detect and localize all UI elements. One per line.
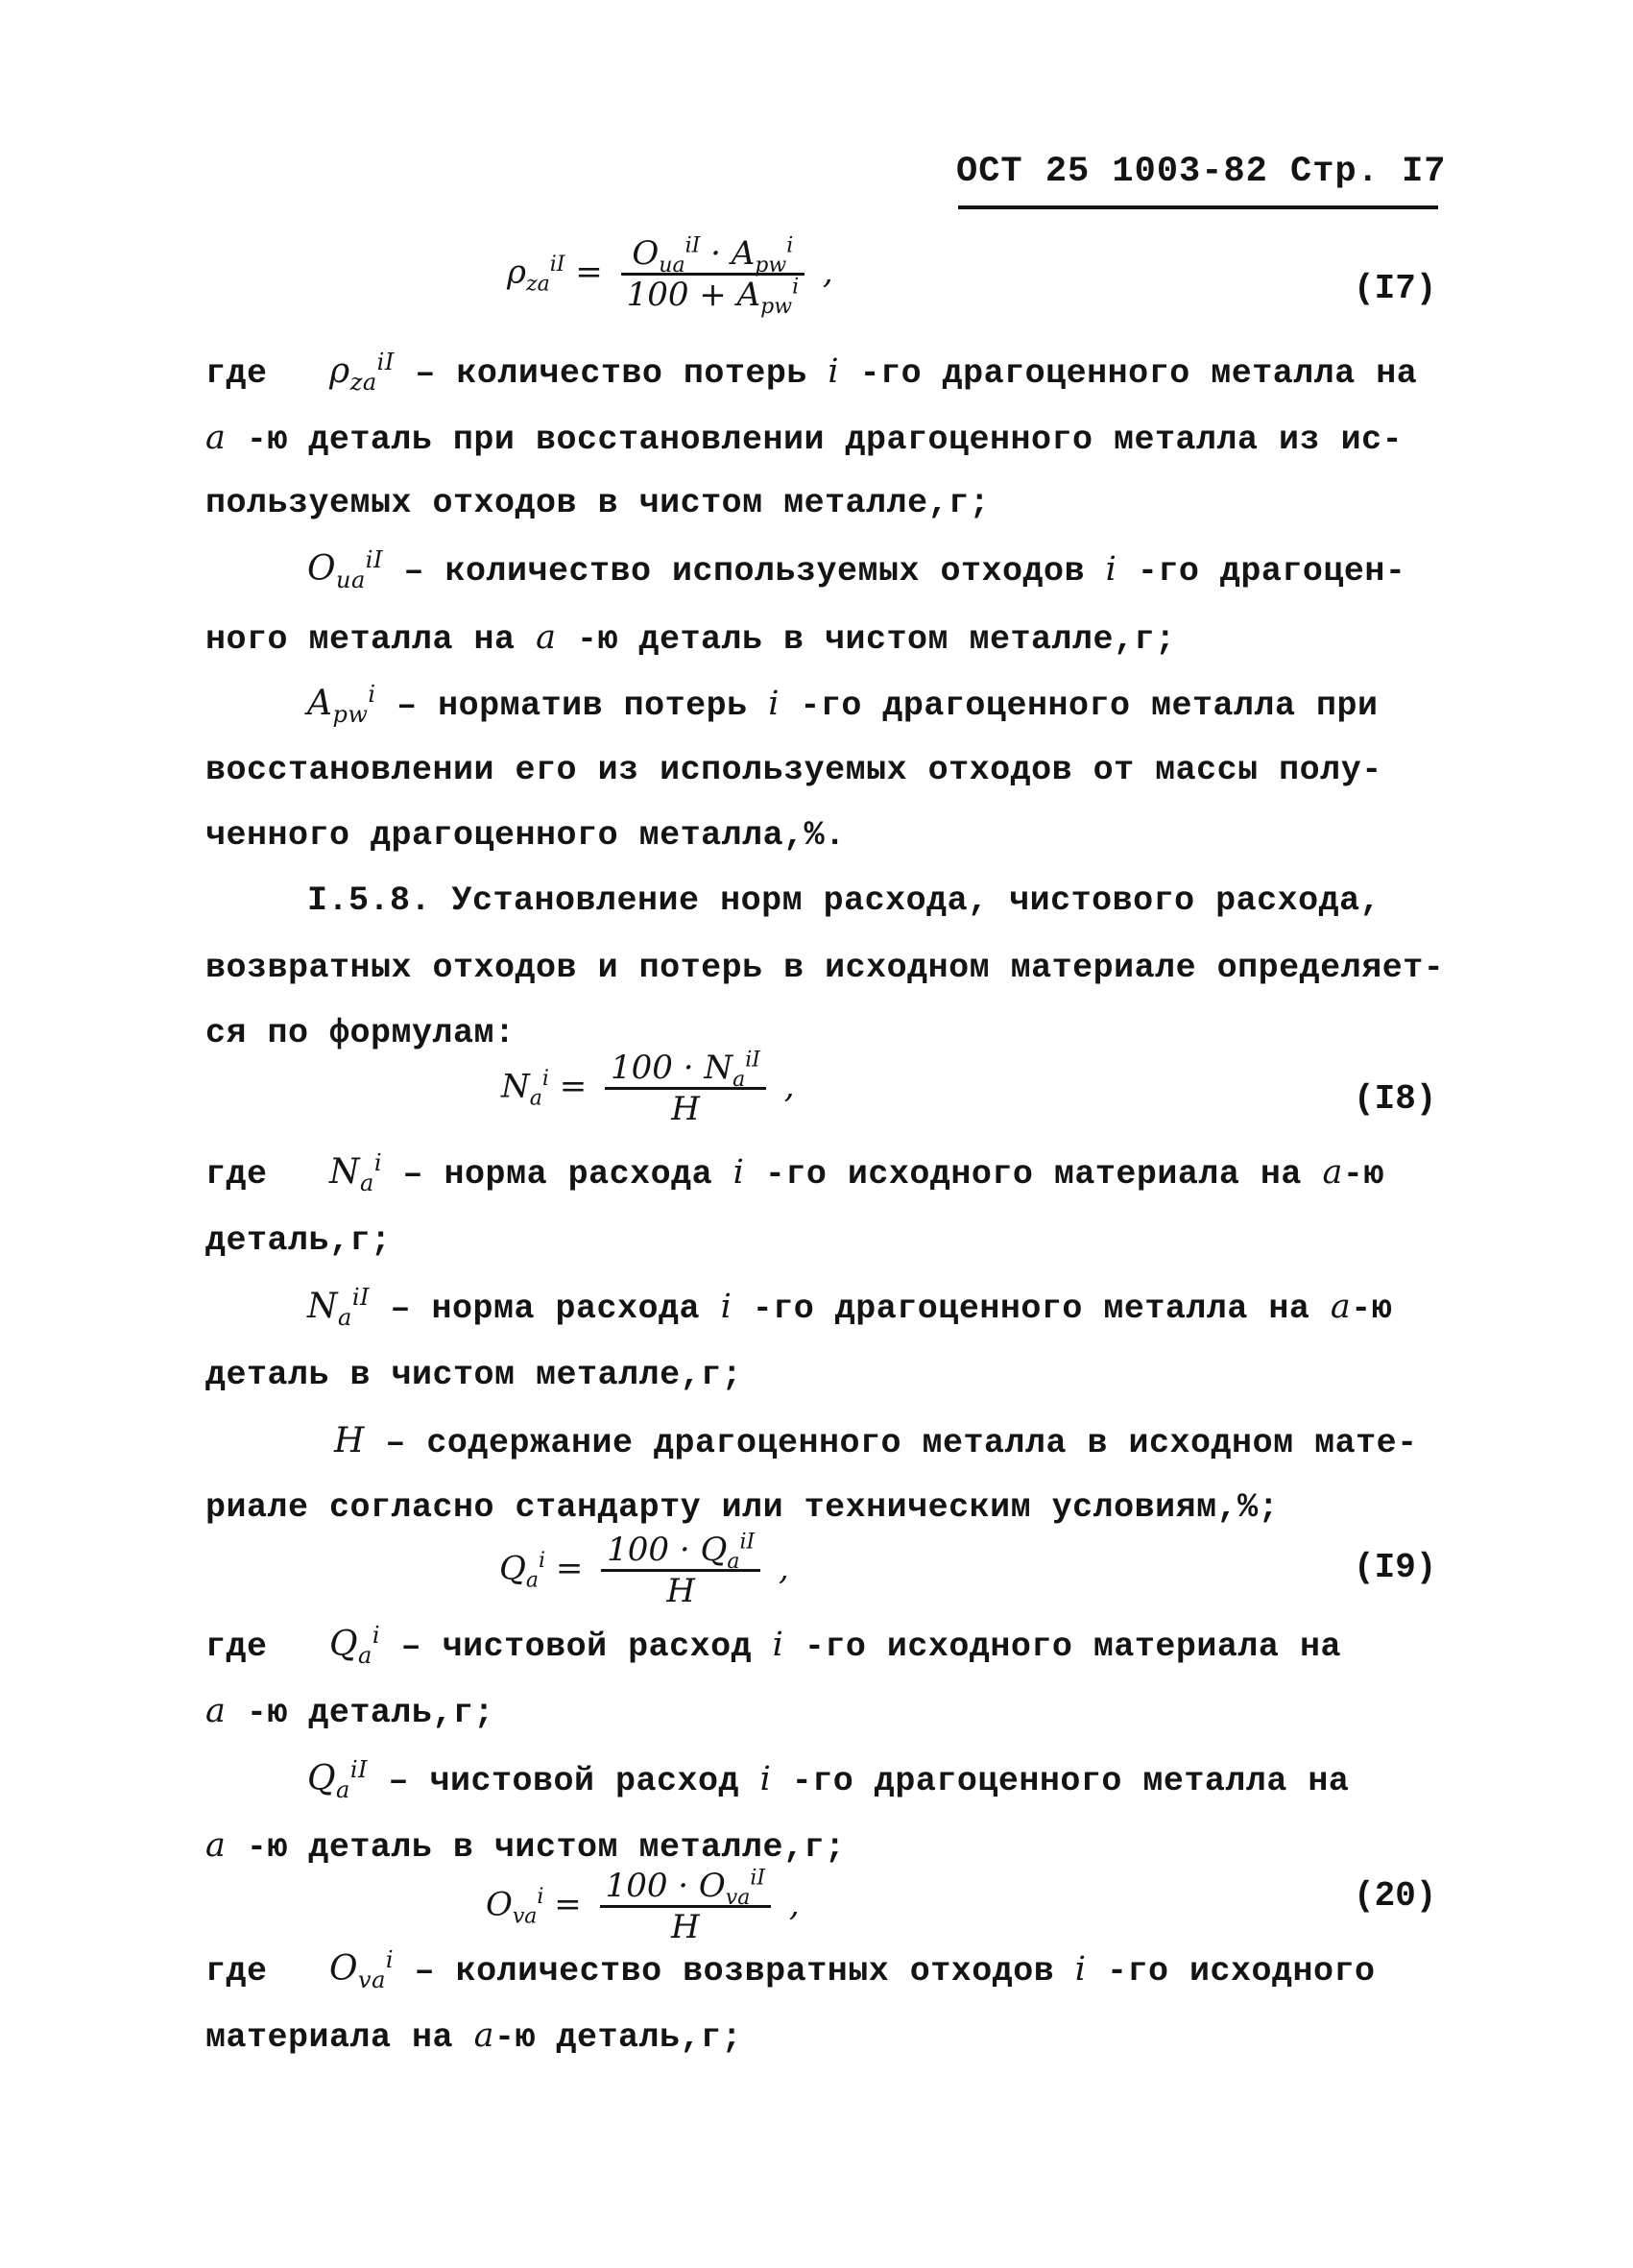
- text-line-10: возвратных отходов и потерь в исходном материале определяет-: [205, 949, 1445, 987]
- text-line-2: a -ю деталь при восстановлении драгоценного металла из ис-: [205, 419, 1404, 459]
- equation-number-19: (I9): [1354, 1548, 1437, 1587]
- section-heading-1-5-8: I.5.8. Установление норм расхода, чистового расхода,: [307, 881, 1381, 920]
- text-line-5: ного металла на a -ю деталь в чистом металле,г;: [205, 618, 1176, 659]
- formula-17: $\rho_{za}^{iI}$ = $\frac{O_{ua}^{iI} \cdot A_{pw}^i}{100 + A_{pw}^i}$ ,: [507, 233, 833, 319]
- text-line-18: где $Q_a^i$ – чистовой расход i -го исходного материала на: [205, 1622, 1341, 1670]
- header-rule: [958, 205, 1438, 209]
- text-line-20: $Q_a^{iI}$ – чистовой расход i -го драгоценного металла на: [307, 1756, 1350, 1804]
- text-line-3: пользуемых отходов в чистом металле,г;: [205, 484, 991, 522]
- equation-number-17: (I7): [1354, 269, 1437, 308]
- text-line-22: где $O_{va}^i$ – количество возвратных отходов i -го исходного: [205, 1946, 1376, 1994]
- text-line-14: $N_a^{iI}$ – норма расхода i -го драгоценного металла на a-ю: [307, 1284, 1393, 1332]
- page-header: ОСТ 25 1003-82 Стр. I7: [956, 152, 1447, 192]
- text-line-7: восстановлении его из используемых отходов от массы полу-: [205, 751, 1382, 789]
- equation-number-20: (20): [1354, 1876, 1437, 1916]
- text-line-8: ченного драгоценного металла,%.: [205, 816, 846, 855]
- formula-20: $O_{va}^i$ = $\frac{100 \cdot O_{va}^{iI}}{H}$ ,: [486, 1866, 800, 1946]
- text-line-16: H – содержание драгоценного металла в исходном мате-: [334, 1421, 1418, 1462]
- text-line-17: риале согласно стандарту или техническим условиям,%;: [205, 1488, 1280, 1527]
- text-line-1: где $\rho_{za}^{iI}$ – количество потерь i -го драгоценного металла на: [205, 349, 1418, 397]
- text-line-4: $O_{ua}^{iI}$ – количество используемых отходов i -го драгоцен-: [307, 546, 1406, 594]
- equation-number-18: (I8): [1354, 1079, 1437, 1119]
- text-line-12: где $N_a^i$ – норма расхода i -го исходного материала на a-ю: [205, 1149, 1384, 1197]
- text-line-6: $A_{pw}^i$ – норматив потерь i -го драгоценного металла при: [307, 681, 1379, 729]
- text-line-15: деталь в чистом металле,г;: [205, 1356, 743, 1394]
- formula-18: $N_a^i$ = $\frac{100 \cdot N_a^{iI}}{H}$ ,: [501, 1048, 795, 1128]
- text-line-13: деталь,г;: [205, 1221, 392, 1260]
- text-line-11: ся по формулам:: [205, 1014, 516, 1052]
- text-line-23: материала на a-ю деталь,г;: [205, 2016, 742, 2057]
- formula-19: $Q_a^i$ = $\frac{100 \cdot Q_a^{iI}}{H}$ ,: [499, 1530, 789, 1610]
- text-line-19: a -ю деталь,г;: [205, 1692, 494, 1732]
- text-line-21: a -ю деталь в чистом металле,г;: [205, 1826, 846, 1867]
